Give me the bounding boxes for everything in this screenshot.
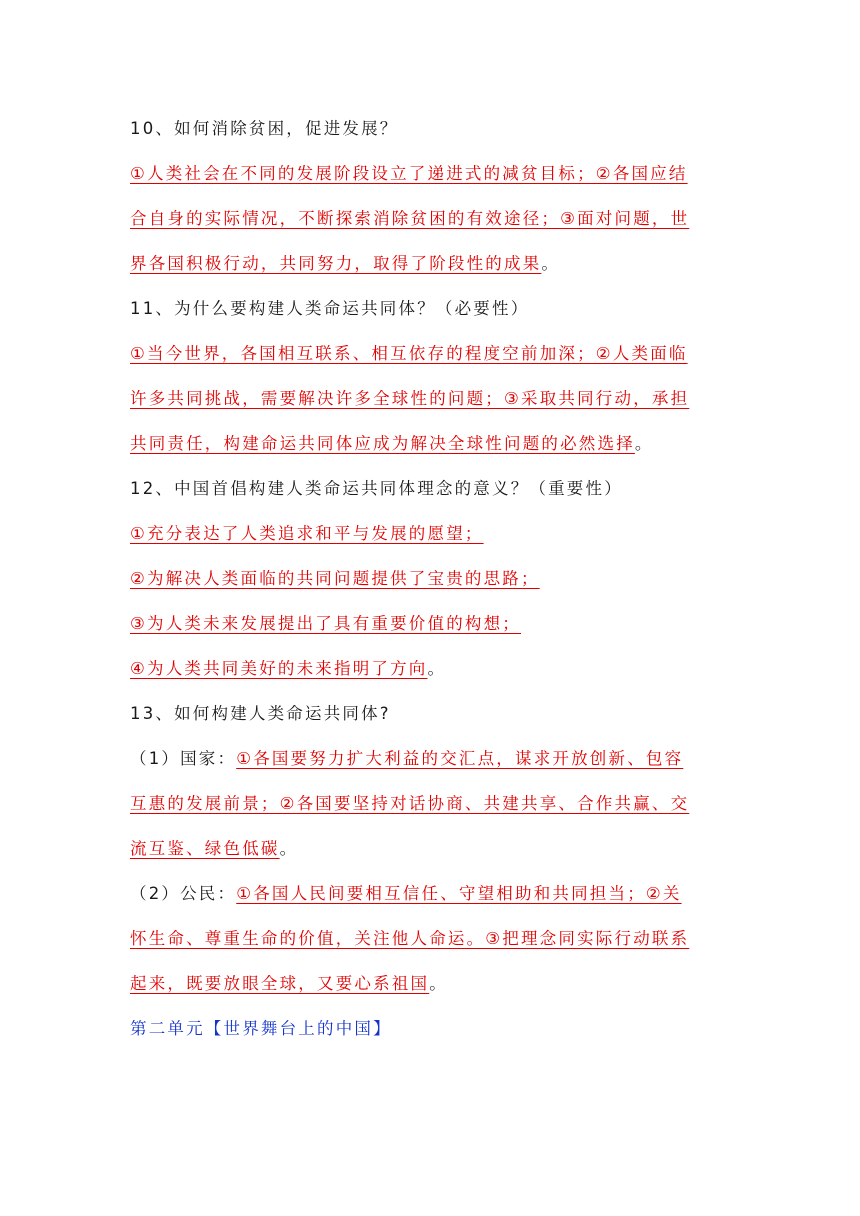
answer-line: 合自身的实际情况，不断探索消除贫困的有效途径；③面对问题，世 <box>130 209 690 228</box>
answer-line: 怀生命、尊重生命的价值，关注他人命运。③把理念同实际行动联系 <box>130 929 690 948</box>
answer-line: ②为解决人类面临的共同问题提供了宝贵的思路； <box>130 569 540 588</box>
answer-line: 共同责任，构建命运共同体应成为解决全球性问题的必然选择。 <box>130 434 654 453</box>
answer-line: ①当今世界，各国相互联系、相互依存的程度空前加深；②人类面临 <box>130 344 688 363</box>
answer-line: 许多共同挑战，需要解决许多全球性的问题；③采取共同行动，承担 <box>130 389 690 408</box>
answer-line: 起来，既要放眼全球，又要心系祖国。 <box>130 974 448 993</box>
answer-line: 界各国积极行动，共同努力，取得了阶段性的成果。 <box>130 254 561 273</box>
question-10-title: 10、如何消除贫困，促进发展？ <box>130 119 399 138</box>
answer-line: 互惠的发展前景；②各国要坚持对话协商、共建共享、合作共赢、交 <box>130 794 690 813</box>
answer-line: ①充分表达了人类追求和平与发展的愿望； <box>130 524 484 543</box>
question-13-title: 13、如何构建人类命运共同体? <box>130 704 391 723</box>
answer-line: ③为人类未来发展提出了具有重要价值的构想； <box>130 614 521 633</box>
unit-heading: 第二单元【世界舞台上的中国】 <box>130 1019 392 1038</box>
answer-line: ④为人类共同美好的未来指明了方向。 <box>130 659 447 678</box>
answer-line: （1）国家：①各国要努力扩大利益的交汇点，谋求开放创新、包容 <box>130 749 684 768</box>
answer-line: 流互鉴、绿色低碳。 <box>130 839 299 858</box>
question-12-title: 12、中国首倡构建人类命运共同体理念的意义？（重要性） <box>130 479 623 498</box>
citizen-prefix: （2）公民： <box>130 884 237 903</box>
answer-line: ①人类社会在不同的发展阶段设立了递进式的减贫目标；②各国应结 <box>130 164 688 183</box>
answer-line: （2）公民：①各国人民间要相互信任、守望相助和共同担当；②关 <box>130 884 682 903</box>
country-prefix: （1）国家： <box>130 749 237 768</box>
question-11-title: 11、为什么要构建人类命运共同体？（必要性） <box>130 299 530 318</box>
